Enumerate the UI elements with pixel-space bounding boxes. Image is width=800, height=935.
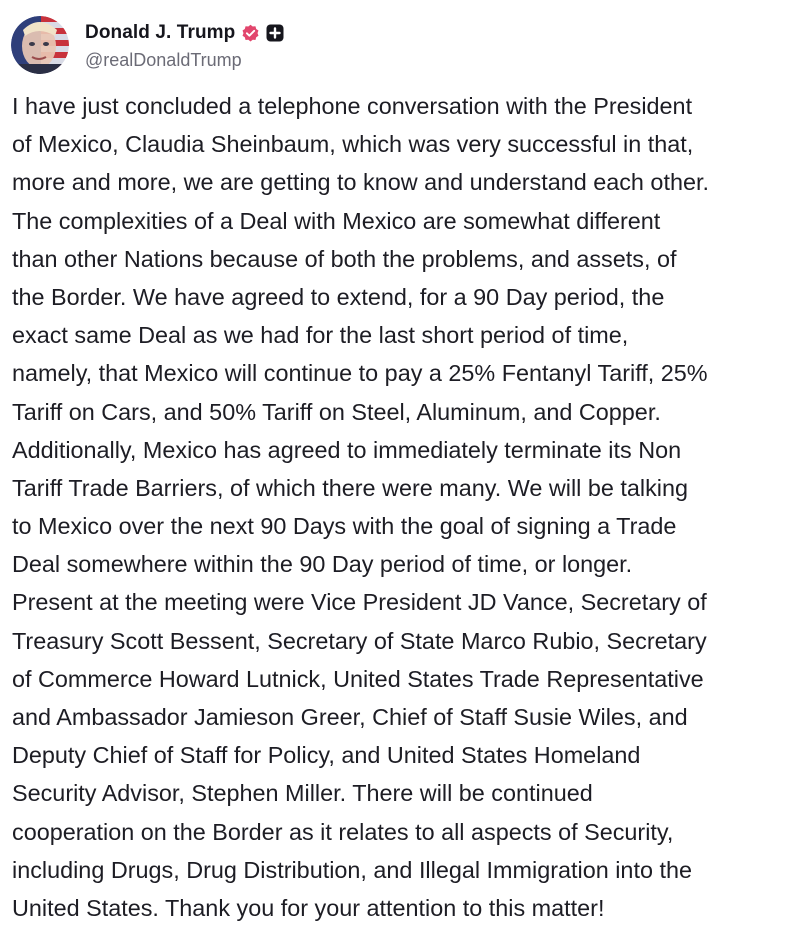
post-text-line: Tariff on Cars, and 50% Tariff on Steel, Aluminum, and Copper.	[12, 398, 661, 425]
post-text-line: I have just concluded a telephone conversation with the President	[12, 93, 693, 119]
post-text-line: Present at the meeting were Vice President JD Vance, Secretary of	[12, 589, 707, 616]
username-handle[interactable]: @realDonaldTrump	[85, 50, 242, 70]
post-text-line: the Border. We have agreed to extend, for a 90 Day period, the	[12, 283, 665, 310]
post-text-line: Tariff Trade Barriers, of which there were many. We will be talking	[12, 474, 688, 501]
verified-badge-icon	[241, 24, 260, 43]
post-text-line: United States. Thank you for your attention to this matter!	[12, 894, 605, 921]
post-text-line: than other Nations because of both the problems, and assets, of	[12, 245, 677, 272]
post-text-line: Security Advisor, Stephen Miller. There will be continued	[12, 780, 593, 807]
post-text-line: of Mexico, Claudia Sheinbaum, which was very successful in that,	[12, 131, 694, 158]
post-text-line: Deputy Chief of Staff for Policy, and United States Homeland	[12, 742, 641, 769]
post-text-line: The complexities of a Deal with Mexico are somewhat different	[12, 207, 661, 234]
post-text-line: to Mexico over the next 90 Days with the goal of signing a Trade	[12, 513, 677, 540]
post-text-line: including Drugs, Drug Distribution, and Illegal Immigration into the	[12, 856, 692, 883]
post-text	[12, 87, 798, 927]
post-text-line: more and more, we are getting to know and understand each other.	[12, 169, 709, 196]
avatar-image	[11, 16, 69, 74]
post-text-line: Deal somewhere within the 90 Day period of time, or longer.	[12, 551, 633, 578]
post-text-line: cooperation on the Border as it relates to all aspects of Security,	[12, 818, 674, 845]
post-header	[11, 16, 284, 76]
post-text-line: Additionally, Mexico has agreed to immediately terminate its Non	[12, 436, 682, 463]
post-text-line: exact same Deal as we had for the last short period of time,	[12, 322, 629, 349]
post-text-line: namely, that Mexico will continue to pay a 25% Fentanyl Tariff, 25%	[12, 360, 708, 387]
author-identity	[85, 19, 284, 71]
plus-badge-icon	[266, 24, 284, 42]
post-text-line: Treasury Scott Bessent, Secretary of State Marco Rubio, Secretary	[12, 627, 707, 654]
avatar[interactable]	[11, 16, 69, 74]
name-row	[85, 19, 284, 47]
post-text-line: and Ambassador Jamieson Greer, Chief of Staff Susie Wiles, and	[12, 704, 688, 730]
display-name[interactable]: Donald J. Trump	[85, 22, 236, 43]
post-text-line: of Commerce Howard Lutnick, United States Trade Representative	[12, 665, 704, 692]
